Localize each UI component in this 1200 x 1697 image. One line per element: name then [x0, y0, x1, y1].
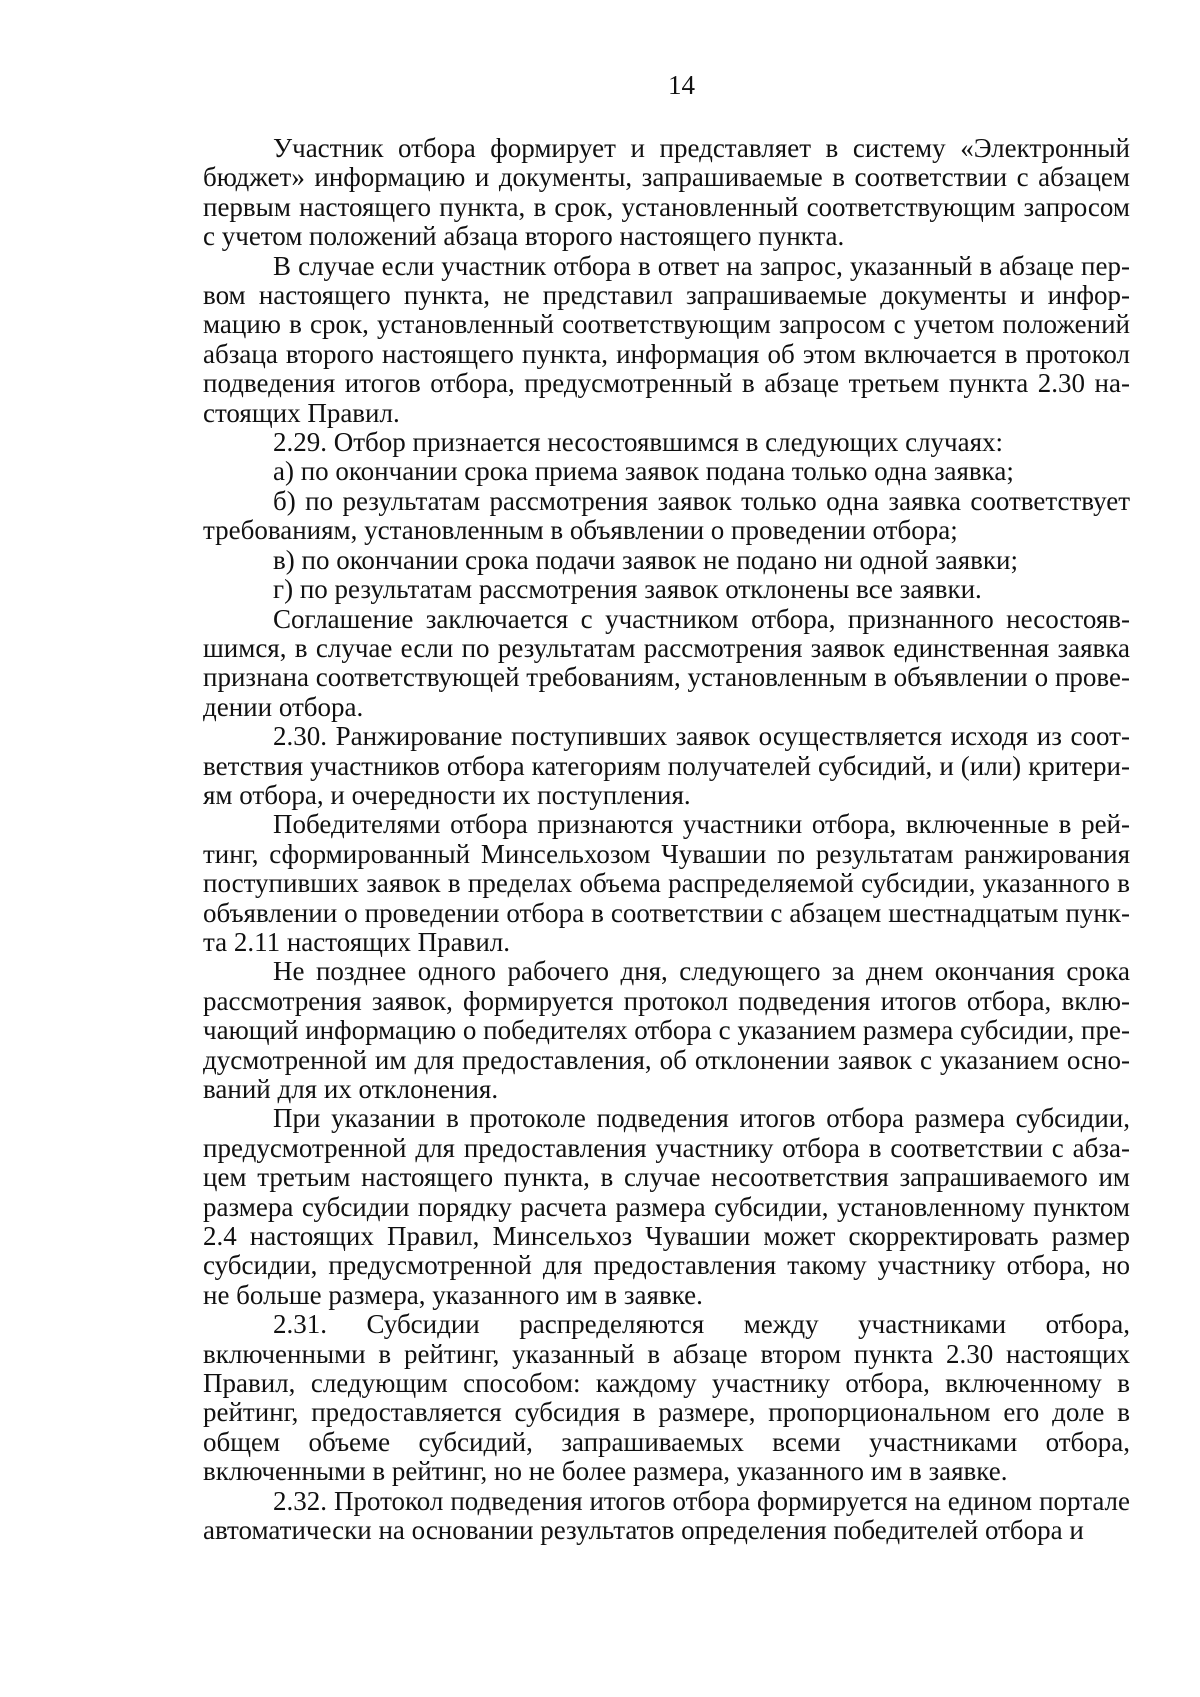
paragraph-12: При указании в протоколе подведения итогов отбора размера субсидии, предусмотренной для предоставления участнику отбора в соответствии с абзацем третьим настоящего пункта, в случае несоответствия запрашиваемого им размера субсидии порядку расчета размера субсидии, установленному пунктом 2.4 настоящих Правил, Минсельхоз Чувашии может скорректировать размер субсидии, предусмотренной для предоставления такому участнику отбора, но не больше размера, указанного им в заявке. [203, 1103, 1130, 1310]
page-number: 14 [668, 70, 695, 100]
paragraph-1: Участник отбора формирует и представляет в систему «Электронный бюджет» информацию и документы, запрашиваемые в соответствии с абзацем первым настоящего пункта, в срок, установленный соответствующим запросом с учетом положений абзаца второго настоящего пункта. [203, 133, 1130, 252]
paragraph-14: 2.32. Протокол подведения итогов отбора формируется на едином портале автоматически на основании результатов определения победителей отбора и [203, 1485, 1130, 1546]
paragraph-9: 2.30. Ранжирование поступивших заявок осуществляется исходя из соответствия участников отбора категориям получателей субсидий, и (или) критериям отбора, и очередности их поступления. [203, 721, 1130, 810]
document-page [203, 70, 1130, 1546]
paragraph-10: Победителями отбора признаются участники отбора, включенные в рейтинг, сформированный Минсельхозом Чувашии по результатам ранжирования поступивших заявок в пределах объема распределяемой субсидии, указанного в объявлении о проведении отбора в соответствии с абзацем шестнадцатым пункта 2.11 настоящих Правил. [203, 809, 1130, 957]
paragraph-2: В случае если участник отбора в ответ на запрос, указанный в абзаце первом настоящего пункта, не представил запрашиваемые документы и информацию в срок, установленный соответствующим запросом с учетом положений абзаца второго настоящего пункта, информация об этом включается в протокол подведения итогов отбора, предусмотренный в абзаце третьем пункта 2.30 настоящих Правил. [203, 250, 1130, 428]
paragraph-4: а) по окончании срока приема заявок подана только одна заявка; [273, 456, 1014, 487]
paragraph-13: 2.31. Субсидии распределяются между участниками отбора, включенными в рейтинг, указанный в абзаце втором пункта 2.30 настоящих Правил, следующим способом: каждому участнику отбора, включенному в рейтинг, предоставляется субсидия в размере, пропорциональном его доле в общем объеме субсидий, запрашиваемых всеми участниками отбора, включенными в рейтинг, но не более размера, указанного им в заявке. [203, 1309, 1130, 1487]
paragraph-6: в) по окончании срока подачи заявок не подано ни одной заявки; [273, 544, 1018, 575]
paragraph-3: 2.29. Отбор признается несостоявшимся в следующих случаях: [273, 427, 1004, 458]
paragraph-5: б) по результатам рассмотрения заявок только одна заявка соответствует требованиям, установленным в объявлении о проведении отбора; [203, 485, 1130, 546]
paragraph-7: г) по результатам рассмотрения заявок отклонены все заявки. [273, 574, 982, 605]
paragraph-8: Соглашение заключается с участником отбора, признанного несостоявшимся, в случае если по результатам рассмотрения заявок единственная заявка признана соответствующей требованиям, установленным в объявлении о проведении отбора. [203, 603, 1130, 722]
paragraph-11: Не позднее одного рабочего дня, следующего за днем окончания срока рассмотрения заявок, формируется протокол подведения итогов отбора, включающий информацию о победителях отбора с указанием размера субсидии, предусмотренной им для предоставления, об отклонении заявок с указанием оснований для их отклонения. [203, 956, 1130, 1104]
